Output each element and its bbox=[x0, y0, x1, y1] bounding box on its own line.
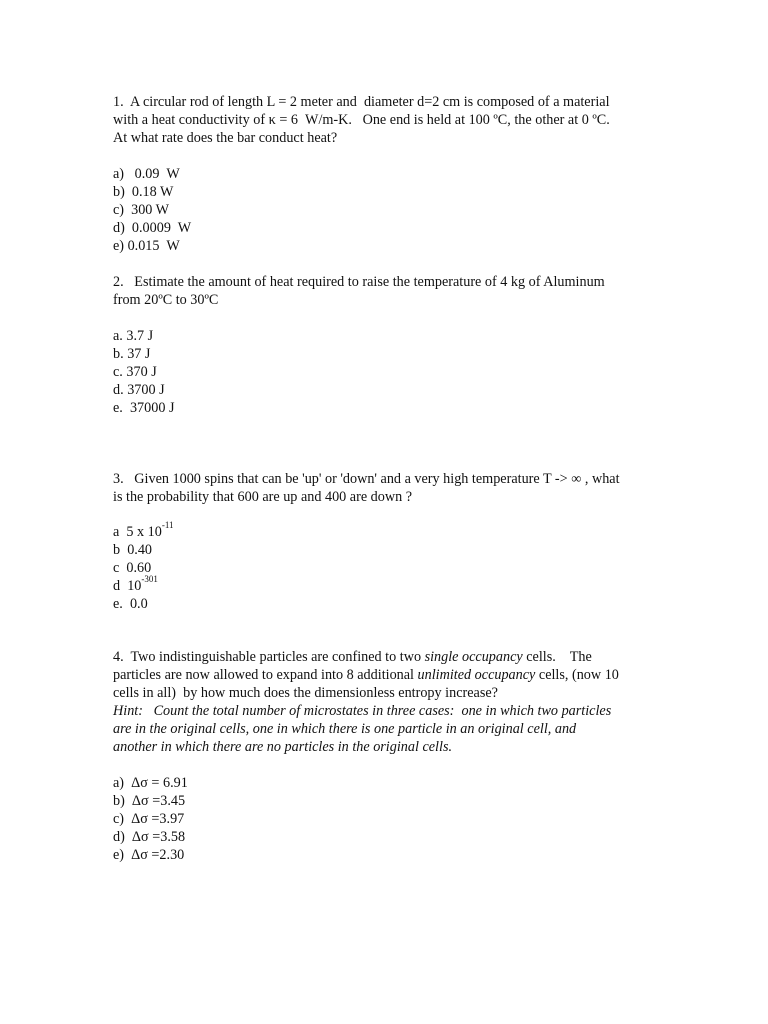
option-d-exponent: -301 bbox=[141, 574, 158, 585]
question-3-option-e: e. 0.0 bbox=[113, 596, 148, 612]
question-4-stem-line-1 bbox=[113, 648, 673, 666]
stem-emphasis: single occupancy bbox=[424, 649, 523, 665]
question-4-option-a: a) Δσ = 6.91 bbox=[113, 775, 188, 791]
question-2-option-b: b. 37 J bbox=[113, 346, 151, 362]
question-3-options bbox=[113, 520, 673, 613]
question-1-options bbox=[113, 165, 673, 255]
question-1-option-e: e) 0.015 W bbox=[113, 238, 180, 254]
question-4-options bbox=[113, 774, 673, 864]
question-1-option-a: a) 0.09 W bbox=[113, 166, 180, 182]
question-4-stem-line-3: cells in all) by how much does the dimensionless entropy increase? bbox=[113, 685, 498, 701]
question-4-option-b: b) Δσ =3.45 bbox=[113, 793, 186, 809]
stem-emphasis: unlimited occupancy bbox=[417, 667, 536, 683]
question-2-stem-line: from 20ºC to 30ºC bbox=[113, 292, 219, 308]
question-3 bbox=[113, 470, 673, 506]
question-1-stem-line: At what rate does the bar conduct heat? bbox=[113, 130, 338, 146]
question-2-option-d: d. 3700 J bbox=[113, 382, 165, 398]
stem-text: 4. Two indistinguishable particles are confined to two bbox=[113, 649, 425, 665]
question-2 bbox=[113, 273, 673, 309]
question-3-stem-line: is the probability that 600 are up and 400 are down ? bbox=[113, 489, 413, 505]
question-1-stem-line: 1. A circular rod of length L = 2 meter and diameter d=2 cm is composed of a material bbox=[113, 94, 610, 110]
question-4-hint-line: another in which there are no particles in the original cells. bbox=[113, 739, 453, 755]
question-3-option-a bbox=[113, 520, 673, 541]
question-1-option-b: b) 0.18 W bbox=[113, 184, 174, 200]
question-4-option-c: c) Δσ =3.97 bbox=[113, 811, 185, 827]
stem-text: cells, (now 10 bbox=[535, 667, 619, 683]
question-4 bbox=[113, 648, 673, 756]
option-a-base: a 5 x 10 bbox=[113, 524, 162, 540]
question-4-option-d: d) Δσ =3.58 bbox=[113, 829, 186, 845]
question-3-option-b: b 0.40 bbox=[113, 542, 153, 558]
question-4-hint-line: Hint: Count the total number of microstates in three cases: one in which two particles bbox=[113, 703, 612, 719]
question-3-stem-line: 3. Given 1000 spins that can be 'up' or 'down' and a very high temperature T -> ∞ , what bbox=[113, 471, 620, 487]
question-4-stem-line-2 bbox=[113, 666, 673, 684]
stem-text: particles are now allowed to expand into 8 additional bbox=[113, 667, 418, 683]
question-4-option-e: e) Δσ =2.30 bbox=[113, 847, 185, 863]
question-3-option-c: c 0.60 bbox=[113, 560, 152, 576]
question-4-hint-line: are in the original cells, one in which there is one particle in an original cell, and bbox=[113, 721, 577, 737]
question-2-option-a: a. 3.7 J bbox=[113, 328, 154, 344]
question-1 bbox=[113, 93, 673, 147]
question-3-option-d bbox=[113, 574, 673, 595]
option-d-base: d 10 bbox=[113, 578, 142, 594]
question-2-options bbox=[113, 327, 673, 417]
question-1-stem-line: with a heat conductivity of κ = 6 W/m-K. One end is held at 100 ºC, the other at 0 ºC. bbox=[113, 112, 610, 128]
question-2-stem-line: 2. Estimate the amount of heat required to raise the temperature of 4 kg of Aluminum bbox=[113, 274, 605, 290]
question-2-option-e: e. 37000 J bbox=[113, 400, 175, 416]
option-a-exponent: -11 bbox=[161, 520, 174, 531]
question-2-option-c: c. 370 J bbox=[113, 364, 157, 380]
question-1-option-d: d) 0.0009 W bbox=[113, 220, 192, 236]
stem-text: cells. The bbox=[522, 649, 592, 665]
question-1-option-c: c) 300 W bbox=[113, 202, 170, 218]
